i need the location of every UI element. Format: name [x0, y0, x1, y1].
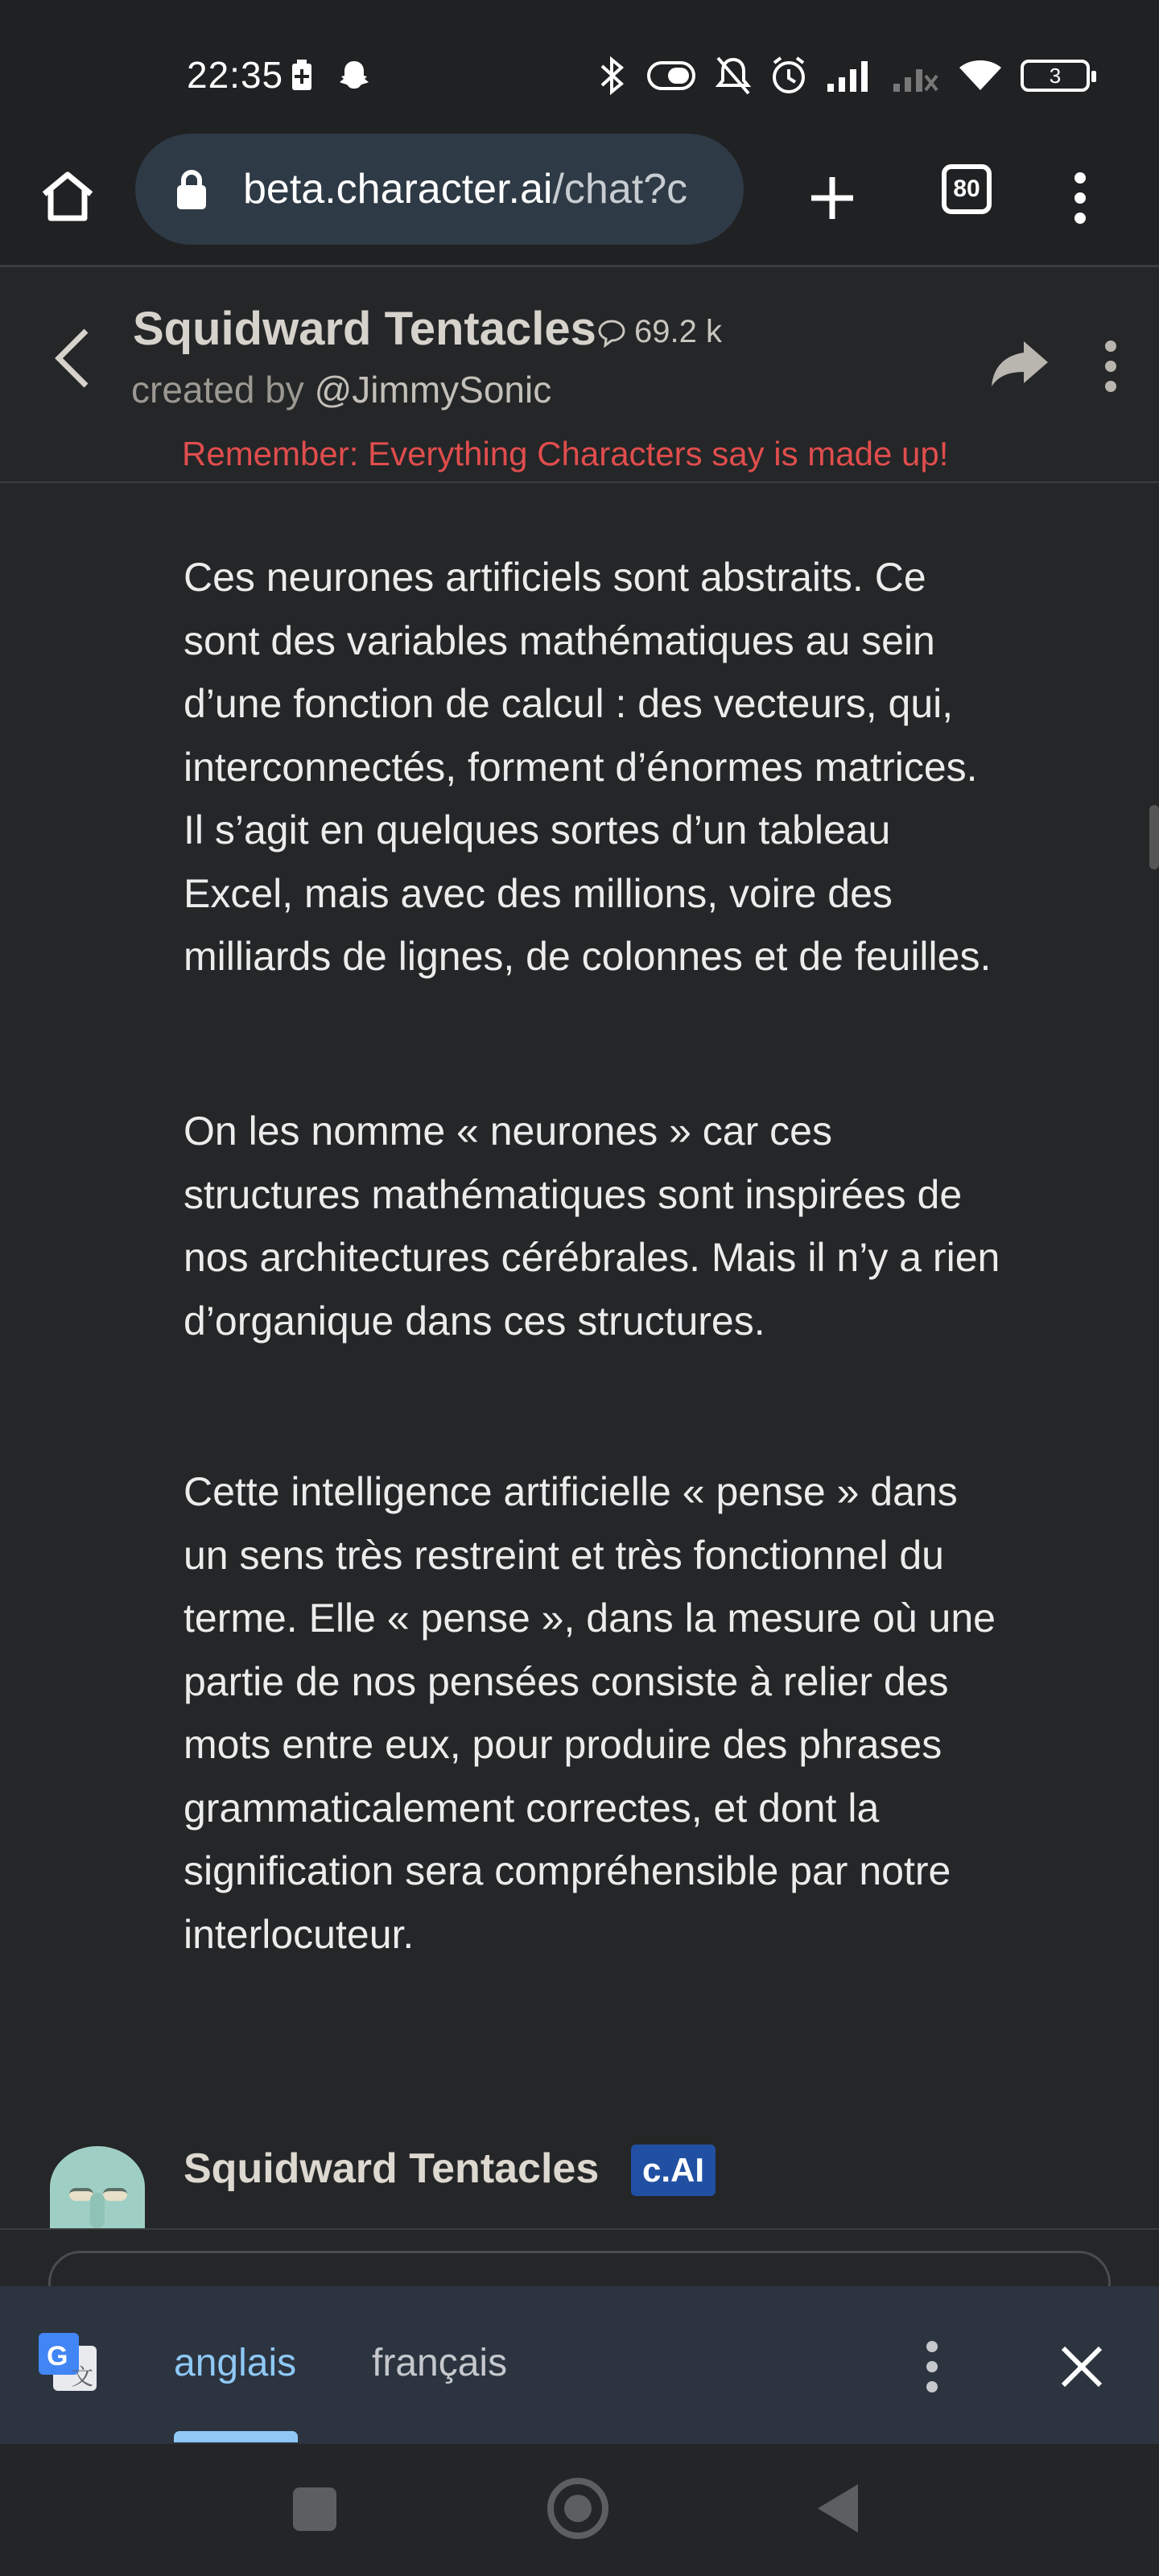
more-vertical-icon [1072, 170, 1088, 226]
scrollbar-thumb[interactable] [1149, 805, 1159, 869]
chat-header [0, 270, 1159, 483]
translate-menu-button[interactable] [914, 2326, 950, 2407]
message-paragraph: On les nomme « neurones » car ces structures mathématiques sont inspirées de nos architectures cérébrales. Mais il n’y a rien d’organique dans ces structures. [184, 1108, 1000, 1344]
bluetooth-icon [596, 55, 628, 97]
disclaimer-text: Remember: Everything Characters say is made up! [182, 435, 949, 473]
more-vertical-icon [1103, 338, 1119, 394]
translate-close-button[interactable] [1046, 2331, 1117, 2402]
svg-text:文: 文 [71, 2363, 94, 2390]
battery-level: 3 [1049, 63, 1062, 88]
lock-icon [174, 165, 222, 213]
status-bar [0, 0, 1159, 129]
signal-icon [826, 58, 874, 93]
vibrate-icon [645, 58, 697, 93]
tab-count: 80 [953, 175, 980, 202]
tab-switcher-button[interactable] [942, 164, 992, 214]
back-nav-button[interactable] [818, 2484, 858, 2533]
character-name[interactable]: Squidward Tentacles [133, 303, 596, 355]
chevron-left-icon [52, 326, 93, 390]
avatar-nose [90, 2193, 105, 2228]
back-button[interactable] [40, 318, 105, 398]
status-right-icons [596, 55, 1090, 97]
more-vertical-icon [924, 2339, 940, 2395]
url-text [243, 165, 726, 213]
message-input-area [0, 2228, 1159, 2286]
interaction-count-value: 69.2 k [634, 314, 722, 349]
home-button[interactable] [32, 161, 103, 232]
battery-saver-icon [290, 60, 314, 92]
plus-icon [808, 174, 856, 222]
url-path: /chat?c [552, 166, 688, 213]
recent-apps-button[interactable] [293, 2487, 336, 2531]
wifi-icon [958, 58, 1003, 93]
share-icon [988, 330, 1053, 394]
avatar[interactable] [50, 2146, 145, 2228]
selected-tab-indicator [174, 2431, 298, 2442]
creator-handle[interactable]: @JimmySonic [314, 369, 552, 411]
battery-icon [1021, 60, 1090, 92]
signal-no-sim-icon [892, 58, 940, 93]
message-paragraph: Cette intelligence artificielle « pense » dans un sens très restreint et très fonctionnel du terme. Elle « pense », dans la mesure où une partie de nos pensées consiste à relier des mots entre eux, pour produire des phrases grammaticalement correctes, et dont la signification sera compréhensible par notre interlocuteur. [184, 1469, 996, 1957]
sender-name: Squidward Tentacles [184, 2145, 600, 2192]
google-translate-icon [35, 2330, 100, 2394]
home-icon [39, 170, 96, 223]
close-icon [1060, 2345, 1103, 2388]
system-nav-bar [0, 2444, 1159, 2576]
share-button[interactable] [988, 330, 1053, 394]
creator-prefix: created by [131, 369, 315, 411]
new-tab-button[interactable] [797, 163, 868, 233]
interaction-count [596, 314, 722, 350]
home-nav-button[interactable] [547, 2478, 608, 2539]
tab-target-language[interactable]: français [372, 2342, 508, 2384]
snapchat-icon [336, 58, 372, 93]
translate-bar [0, 2286, 1159, 2444]
alarm-icon [769, 55, 808, 97]
browser-toolbar [0, 129, 1159, 267]
avatar-eye [103, 2188, 127, 2201]
message-paragraph: Ces neurones artificiels sont abstraits. Ce sont des variables mathématiques au sein d’une fonction de calcul : des vecteurs, qui, interconnectés, forment d’énormes matrices. Il s’agit en quelques sortes d’un tableau Excel, mais avec des millions, voire des milliards de lignes, de colonnes et de feuilles. [184, 555, 992, 979]
browser-menu-button[interactable] [1056, 163, 1104, 233]
cai-badge: c.AI [631, 2145, 716, 2196]
message-header [0, 2140, 1159, 2228]
message-list[interactable] [0, 485, 1159, 2228]
creator-line [131, 368, 551, 411]
status-left-icons [290, 58, 372, 93]
tab-source-language[interactable]: anglais [174, 2342, 297, 2384]
url-host: beta.character.ai [243, 166, 553, 213]
mute-bell-icon [715, 55, 752, 97]
address-bar[interactable] [135, 134, 744, 245]
status-time: 22:35 [187, 54, 284, 96]
chat-menu-button[interactable] [1095, 326, 1127, 407]
svg-text:G: G [47, 2341, 68, 2372]
chat-bubble-icon [596, 316, 628, 349]
